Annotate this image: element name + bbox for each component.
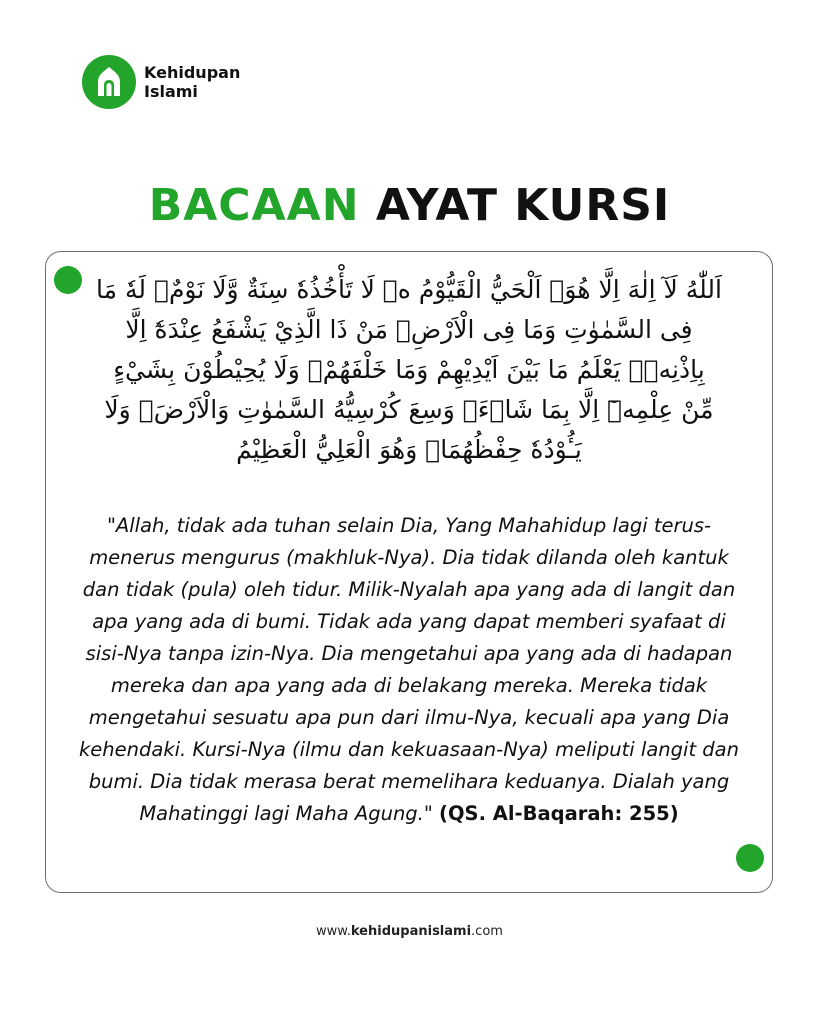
arabic-verse: اَللّٰهُ لَآ اِلٰهَ اِلَّا هُوَۚ اَلْحَيُّ الْقَيُّوْمُ ەۚ لَا تَأْخُذُهٗ سِنَةٌ وَّلَا نَوْمٌۗ لَهٗ مَا فِى السَّمٰوٰتِ وَمَا فِى الْاَرْضِۗ مَنْ ذَا الَّذِيْ يَشْفَعُ عِنْدَهٗٓ اِلَّا بِاِذْنِهٖۗ يَعْلَمُ مَا بَيْنَ اَيْدِيْهِمْ وَمَا خَلْفَهُمْۚ وَلَا يُحِيْطُوْنَ بِشَيْءٍ مِّنْ عِلْمِهٖٓ اِلَّا بِمَا شَاۤءَۚ وَسِعَ كُرْسِيُّهُ السَّمٰوٰتِ وَالْاَرْضَۚ وَلَا يَـُٔوْدُهٗ حِفْظُهُمَاۚ وَهُوَ الْعَلِيُّ الْعَظِيْمُ — [96, 275, 722, 464]
footer-website[interactable] — [0, 924, 819, 939]
verse-translation — [76, 510, 742, 830]
title-accent-word: BACAAN — [148, 180, 360, 231]
title-rest: AYAT KURSI — [375, 180, 671, 231]
footer-domain: kehidupanislami — [350, 924, 472, 939]
brand-name — [144, 63, 240, 101]
mosque-logo-icon — [82, 55, 136, 109]
brand-name-line1: Kehidupan — [144, 63, 241, 82]
translation-text: "Allah, tidak ada tuhan selain Dia, Yang Mahahidup lagi terus-menerus mengurus (makhluk-Nya). Dia tidak dilanda oleh kantuk dan tidak (pula) oleh tidur. Milik-Nyalah apa yang ada di langit dan apa yang ada di bumi. Tidak ada yang dapat memberi syafaat di sisi-Nya tanpa izin-Nya. Dia mengetahui apa yang ada di hadapan mereka dan apa yang ada di belakang mereka. Mereka tidak mengetahui sesuatu apa pun dari ilmu-Nya, kecuali apa yang Dia kehendaki. Kursi-Nya (ilmu dan kekuasaan-Nya) meliputi langit dan bumi. Dia tidak merasa berat memelihara keduanya. Dialah yang Mahatinggi lagi Maha Agung." — [79, 514, 739, 825]
brand-name-line2: Islami — [144, 82, 198, 101]
page-title — [0, 176, 819, 236]
footer-prefix: www. — [316, 924, 351, 939]
brand-logo — [82, 55, 240, 109]
verse-reference: (QS. Al-Baqarah: 255) — [439, 802, 679, 825]
verse-card — [45, 251, 773, 893]
decorative-dot-top-left — [54, 266, 82, 294]
footer-suffix: .com — [471, 924, 503, 939]
decorative-dot-bottom-right — [736, 844, 764, 872]
